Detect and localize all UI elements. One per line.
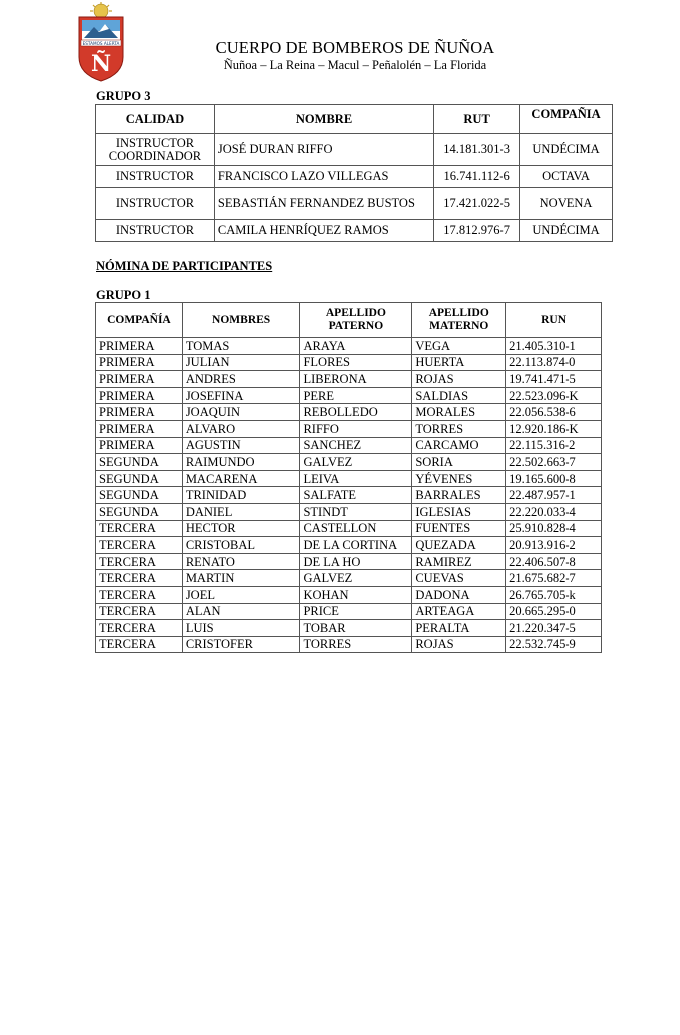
col-header-run: RUN bbox=[506, 303, 602, 338]
cell-nombre: CAMILA HENRÍQUEZ RAMOS bbox=[214, 220, 433, 242]
cell-nombres: HECTOR bbox=[182, 520, 300, 537]
table-header-row bbox=[96, 105, 613, 134]
cell-compania: TERCERA bbox=[96, 586, 183, 603]
cell-materno: SALDIAS bbox=[412, 387, 506, 404]
cell-calidad: INSTRUCTOR bbox=[96, 166, 215, 188]
cell-nombres: ALAN bbox=[182, 603, 300, 620]
cell-nombres: DANIEL bbox=[182, 503, 300, 520]
cell-materno: BARRALES bbox=[412, 487, 506, 504]
cell-compania: TERCERA bbox=[96, 570, 183, 587]
table-row bbox=[96, 503, 602, 520]
cell-calidad: INSTRUCTOR bbox=[96, 220, 215, 242]
cell-nombres: JOSEFINA bbox=[182, 387, 300, 404]
group1-label: GRUPO 1 bbox=[96, 288, 151, 302]
table-row bbox=[96, 420, 602, 437]
cell-compania: PRIMERA bbox=[96, 437, 183, 454]
cell-paterno: LIBERONA bbox=[300, 371, 412, 388]
cell-materno: ARTEAGA bbox=[412, 603, 506, 620]
cell-run: 22.113.874-0 bbox=[506, 354, 602, 371]
cell-run: 19.741.471-5 bbox=[506, 371, 602, 388]
cell-compania: SEGUNDA bbox=[96, 487, 183, 504]
group3-label: GRUPO 3 bbox=[96, 89, 151, 103]
cell-materno: PERALTA bbox=[412, 620, 506, 637]
col-header-compania: COMPAÑÍA bbox=[96, 303, 183, 338]
cell-compania: PRIMERA bbox=[96, 404, 183, 421]
cell-calidad: INSTRUCTOR COORDINADOR bbox=[96, 134, 215, 166]
table-row bbox=[96, 387, 602, 404]
cell-nombres: JOEL bbox=[182, 586, 300, 603]
cell-run: 20.665.295-0 bbox=[506, 603, 602, 620]
cell-materno: QUEZADA bbox=[412, 537, 506, 554]
table-row bbox=[96, 520, 602, 537]
cell-rut: 17.421.022-5 bbox=[434, 188, 520, 220]
col-header-nombre: NOMBRE bbox=[214, 105, 433, 134]
cell-materno: VEGA bbox=[412, 338, 506, 355]
table-row bbox=[96, 404, 602, 421]
instructors-table bbox=[95, 104, 613, 242]
table-row bbox=[96, 188, 613, 220]
cell-nombre: FRANCISCO LAZO VILLEGAS bbox=[214, 166, 433, 188]
cell-run: 21.405.310-1 bbox=[506, 338, 602, 355]
cell-materno: YÉVENES bbox=[412, 470, 506, 487]
cell-nombres: AGUSTIN bbox=[182, 437, 300, 454]
cell-nombres: JOAQUIN bbox=[182, 404, 300, 421]
cell-paterno: TOBAR bbox=[300, 620, 412, 637]
table-row bbox=[96, 636, 602, 653]
cell-run: 22.220.033-4 bbox=[506, 503, 602, 520]
cell-compania: UNDÉCIMA bbox=[520, 134, 613, 166]
cell-run: 22.523.096-K bbox=[506, 387, 602, 404]
cell-paterno: KOHAN bbox=[300, 586, 412, 603]
cell-run: 22.056.538-6 bbox=[506, 404, 602, 421]
page-subtitle: Ñuñoa – La Reina – Macul – Peñalolén – La Florida bbox=[223, 58, 487, 72]
cell-materno: MORALES bbox=[412, 404, 506, 421]
table-row bbox=[96, 620, 602, 637]
cell-run: 20.913.916-2 bbox=[506, 537, 602, 554]
cell-materno: HUERTA bbox=[412, 354, 506, 371]
col-header-compania: COMPAÑIA bbox=[520, 105, 613, 134]
col-header-calidad: CALIDAD bbox=[96, 105, 215, 134]
cell-compania: TERCERA bbox=[96, 636, 183, 653]
cell-run: 22.406.507-8 bbox=[506, 553, 602, 570]
cell-materno: ROJAS bbox=[412, 636, 506, 653]
cell-materno: IGLESIAS bbox=[412, 503, 506, 520]
table-header-row bbox=[96, 303, 602, 338]
cell-compania: PRIMERA bbox=[96, 338, 183, 355]
participants-table-body bbox=[96, 338, 602, 653]
cell-nombres: MACARENA bbox=[182, 470, 300, 487]
col-header-apellido-paterno: APELLIDO PATERNO bbox=[300, 303, 412, 338]
table-row bbox=[96, 570, 602, 587]
cell-compania: NOVENA bbox=[520, 188, 613, 220]
cell-materno: TORRES bbox=[412, 420, 506, 437]
crest-letter: Ñ bbox=[90, 51, 112, 77]
table-row bbox=[96, 487, 602, 504]
cell-materno: CARCAMO bbox=[412, 437, 506, 454]
cell-compania: TERCERA bbox=[96, 553, 183, 570]
cell-paterno: SALFATE bbox=[300, 487, 412, 504]
cell-materno: FUENTES bbox=[412, 520, 506, 537]
cell-compania: PRIMERA bbox=[96, 420, 183, 437]
cell-compania: SEGUNDA bbox=[96, 503, 183, 520]
cell-nombres: LUIS bbox=[182, 620, 300, 637]
cell-run: 12.920.186-K bbox=[506, 420, 602, 437]
cell-paterno: PRICE bbox=[300, 603, 412, 620]
cell-compania: TERCERA bbox=[96, 603, 183, 620]
cell-nombres: ANDRES bbox=[182, 371, 300, 388]
cell-calidad: INSTRUCTOR bbox=[96, 188, 215, 220]
cell-materno: DADONA bbox=[412, 586, 506, 603]
cell-run: 26.765.705-k bbox=[506, 586, 602, 603]
cell-rut: 14.181.301-3 bbox=[434, 134, 520, 166]
cell-paterno: STINDT bbox=[300, 503, 412, 520]
table-row bbox=[96, 338, 602, 355]
cell-materno: SORIA bbox=[412, 454, 506, 471]
cell-nombres: ALVARO bbox=[182, 420, 300, 437]
table-row bbox=[96, 586, 602, 603]
cell-compania: SEGUNDA bbox=[96, 470, 183, 487]
cell-compania: OCTAVA bbox=[520, 166, 613, 188]
cell-run: 22.487.957-1 bbox=[506, 487, 602, 504]
col-header-nombres: NOMBRES bbox=[182, 303, 300, 338]
cell-rut: 16.741.112-6 bbox=[434, 166, 520, 188]
page-title: CUERPO DE BOMBEROS DE ÑUÑOA bbox=[215, 38, 495, 57]
table-row bbox=[96, 454, 602, 471]
cell-paterno: TORRES bbox=[300, 636, 412, 653]
cell-paterno: SANCHEZ bbox=[300, 437, 412, 454]
cell-nombres: TRINIDAD bbox=[182, 487, 300, 504]
cell-paterno: REBOLLEDO bbox=[300, 404, 412, 421]
cell-paterno: CASTELLON bbox=[300, 520, 412, 537]
cell-run: 19.165.600-8 bbox=[506, 470, 602, 487]
cell-paterno: DE LA CORTINA bbox=[300, 537, 412, 554]
cell-paterno: FLORES bbox=[300, 354, 412, 371]
cell-compania: PRIMERA bbox=[96, 387, 183, 404]
participants-table bbox=[95, 302, 602, 653]
table-row bbox=[96, 603, 602, 620]
cell-compania: TERCERA bbox=[96, 520, 183, 537]
cell-nombres: TOMAS bbox=[182, 338, 300, 355]
cell-run: 22.502.663-7 bbox=[506, 454, 602, 471]
cell-materno: RAMIREZ bbox=[412, 553, 506, 570]
cell-nombres: MARTIN bbox=[182, 570, 300, 587]
cell-nombres: JULIAN bbox=[182, 354, 300, 371]
table-row bbox=[96, 354, 602, 371]
table-row bbox=[96, 371, 602, 388]
cell-nombres: CRISTOBAL bbox=[182, 537, 300, 554]
cell-nombre: SEBASTIÁN FERNANDEZ BUSTOS bbox=[214, 188, 433, 220]
cell-paterno: ARAYA bbox=[300, 338, 412, 355]
cell-nombres: RENATO bbox=[182, 553, 300, 570]
cell-run: 22.115.316-2 bbox=[506, 437, 602, 454]
table-row bbox=[96, 470, 602, 487]
cell-paterno: GALVEZ bbox=[300, 570, 412, 587]
table-row bbox=[96, 437, 602, 454]
col-header-apellido-materno: APELLIDO MATERNO bbox=[412, 303, 506, 338]
cell-rut: 17.812.976-7 bbox=[434, 220, 520, 242]
table-row bbox=[96, 553, 602, 570]
cell-paterno: LEIVA bbox=[300, 470, 412, 487]
cell-compania: PRIMERA bbox=[96, 371, 183, 388]
cell-run: 21.220.347-5 bbox=[506, 620, 602, 637]
crest-banner-text: ESTAMOS ALERTA bbox=[82, 41, 120, 46]
cell-compania: PRIMERA bbox=[96, 354, 183, 371]
table-row bbox=[96, 166, 613, 188]
cell-run: 22.532.745-9 bbox=[506, 636, 602, 653]
cell-paterno: GALVEZ bbox=[300, 454, 412, 471]
cell-nombres: CRISTOFER bbox=[182, 636, 300, 653]
table-row bbox=[96, 134, 613, 166]
cell-compania: UNDÉCIMA bbox=[520, 220, 613, 242]
cell-compania: SEGUNDA bbox=[96, 454, 183, 471]
table-row bbox=[96, 220, 613, 242]
cell-materno: CUEVAS bbox=[412, 570, 506, 587]
cell-materno: ROJAS bbox=[412, 371, 506, 388]
table-row bbox=[96, 537, 602, 554]
cell-run: 25.910.828-4 bbox=[506, 520, 602, 537]
cell-nombre: JOSÉ DURAN RIFFO bbox=[214, 134, 433, 166]
cell-paterno: PERE bbox=[300, 387, 412, 404]
col-header-rut: RUT bbox=[434, 105, 520, 134]
cell-paterno: DE LA HO bbox=[300, 553, 412, 570]
cell-compania: TERCERA bbox=[96, 620, 183, 637]
cell-paterno: RIFFO bbox=[300, 420, 412, 437]
cell-compania: TERCERA bbox=[96, 537, 183, 554]
participants-section-title: NÓMINA DE PARTICIPANTES bbox=[96, 259, 273, 273]
cell-nombres: RAIMUNDO bbox=[182, 454, 300, 471]
cell-run: 21.675.682-7 bbox=[506, 570, 602, 587]
